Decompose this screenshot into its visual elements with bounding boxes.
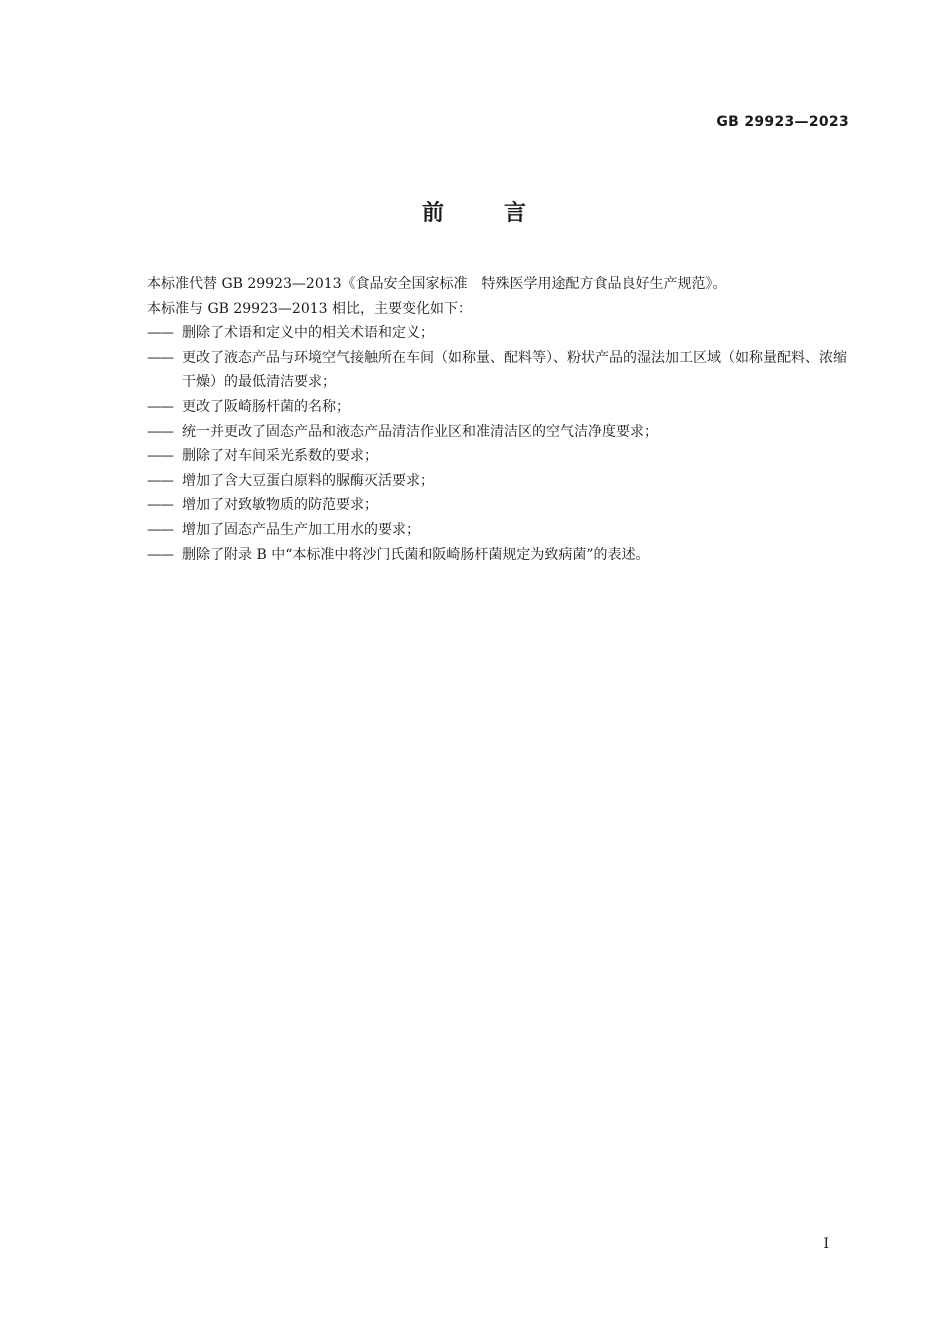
change-item-text: 删除了对车间采光系数的要求； [182, 448, 378, 465]
change-item-text: 删除了附录 B 中“本标准中将沙门氏菌和阪崎肠杆菌规定为致病菌”的表述。 [182, 546, 650, 563]
dash-marker: —— [147, 546, 173, 563]
change-item [147, 321, 857, 346]
change-item [147, 420, 857, 445]
foreword-body [147, 272, 857, 567]
change-item-text: 更改了阪崎肠杆菌的名称； [182, 398, 350, 415]
standard-number: GB 29923—2023 [716, 114, 849, 130]
dash-marker: —— [147, 497, 173, 514]
change-item-text: 统一并更改了固态产品和液态产品清洁作业区和准清洁区的空气洁净度要求； [182, 423, 658, 440]
dash-marker: —— [147, 349, 173, 366]
change-item [147, 518, 857, 543]
change-item [147, 493, 857, 518]
dash-marker: —— [147, 472, 173, 489]
change-item-text: 增加了固态产品生产加工用水的要求； [182, 521, 420, 538]
change-item-text: 更改了液态产品与环境空气接触所在车间（如称量、配料等）、粉状产品的湿法加工区域（如称量配料、浓缩干燥）的最低清洁要求； [182, 349, 847, 391]
dash-marker: —— [147, 398, 173, 415]
page-number: Ⅰ [823, 1236, 829, 1252]
title-part-1: 前 [421, 201, 446, 226]
change-item [147, 543, 857, 568]
changes-intro: 本标准与 GB 29923—2013 相比，主要变化如下： [147, 300, 472, 317]
title-part-2: 言 [504, 201, 529, 226]
change-item-text: 删除了术语和定义中的相关术语和定义； [182, 325, 434, 342]
page-title [0, 196, 950, 227]
change-item-text: 增加了含大豆蛋白原料的脲酶灭活要求； [182, 472, 434, 489]
change-item [147, 395, 857, 420]
dash-marker: —— [147, 423, 173, 440]
change-item [147, 469, 857, 494]
change-item [147, 444, 857, 469]
change-item [147, 346, 857, 395]
change-item-text: 增加了对致敏物质的防范要求； [182, 497, 378, 514]
dash-marker: —— [147, 521, 173, 538]
dash-marker: —— [147, 325, 173, 342]
replacement-statement: 本标准代替 GB 29923—2013《食品安全国家标准 特殊医学用途配方食品良好生产规范》。 [147, 276, 727, 292]
dash-marker: —— [147, 448, 173, 465]
